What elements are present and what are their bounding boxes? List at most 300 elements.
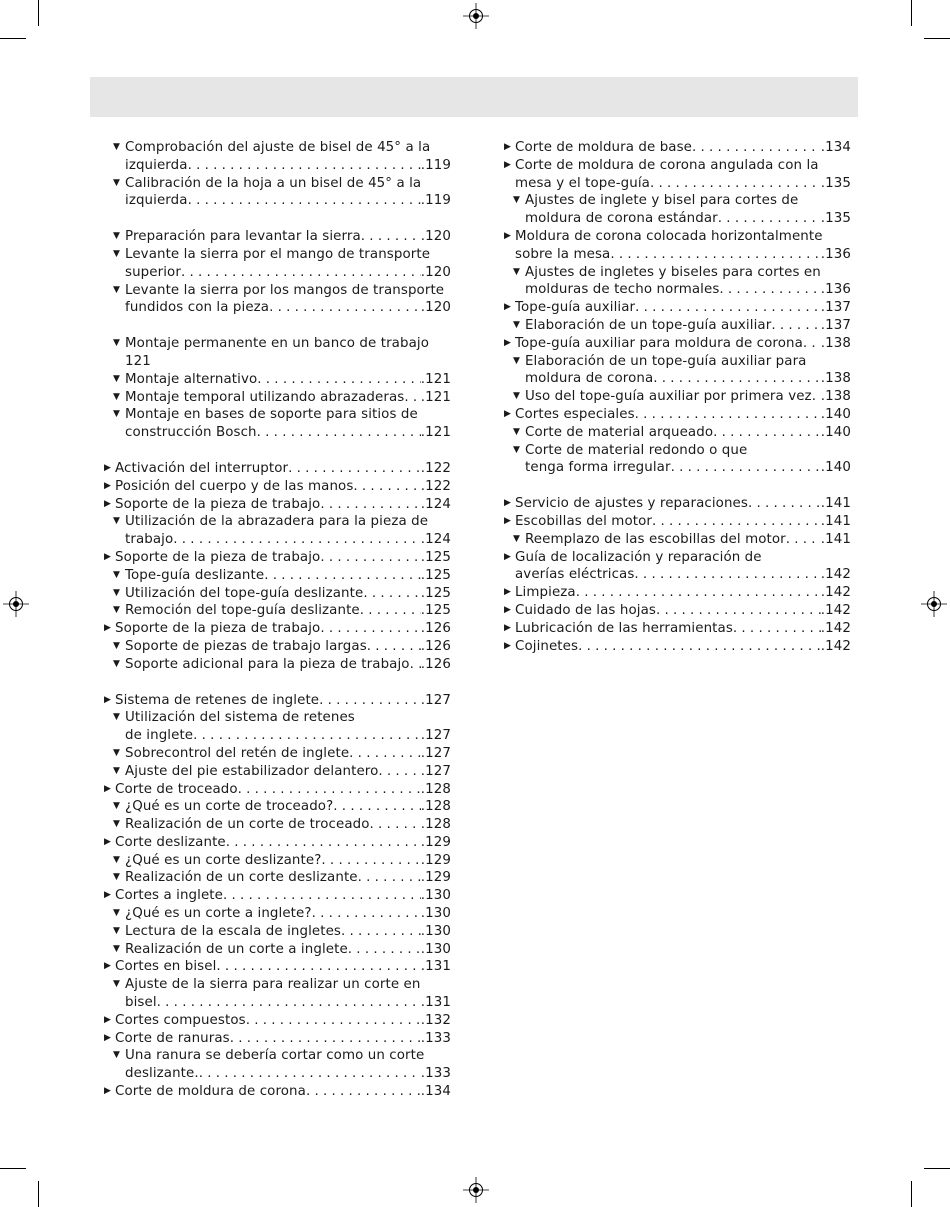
toc-entry[interactable] (503, 513, 851, 531)
dot-leader (653, 370, 821, 388)
toc-entry[interactable] (103, 139, 451, 175)
toc-entry-title: ¿Qué es un corte a inglete? (125, 906, 312, 922)
toc-entry-title: Tope-guía deslizante (125, 567, 265, 583)
page-number: .127 (420, 692, 451, 708)
toc-entry-title: Uso del tope-guía auxiliar por primera vez (525, 389, 812, 405)
toc-entry[interactable] (103, 781, 451, 799)
dot-leader (349, 745, 421, 763)
dot-leader (635, 406, 821, 424)
toc-entry[interactable] (103, 869, 451, 887)
dot-leader (786, 531, 821, 549)
toc-entry[interactable] (503, 299, 851, 317)
toc-entry-title: izquierda (125, 193, 188, 209)
toc-entry[interactable] (503, 531, 851, 549)
triangle-right-icon: ▶ (104, 694, 112, 705)
crop-mark (0, 1168, 26, 1169)
toc-entry-title: Lubricación de las herramientas (515, 620, 733, 636)
dot-leader (306, 1083, 421, 1101)
toc-entry-title: Soporte de piezas de trabajo largas (125, 638, 367, 654)
triangle-down-icon: ▼ (113, 587, 121, 598)
toc-entry-title: Corte deslizante (115, 834, 226, 850)
page-number: .127 (420, 728, 451, 744)
dot-leader (320, 620, 420, 638)
toc-entry[interactable] (103, 692, 451, 710)
triangle-down-icon: ▼ (113, 819, 121, 830)
toc-entry[interactable] (103, 1030, 451, 1048)
triangle-right-icon: ▶ (504, 515, 512, 526)
dot-leader (319, 692, 421, 710)
toc-entry-title: fundidos con la pieza (125, 300, 270, 316)
page-number: .126 (420, 621, 451, 637)
page-number: .122 (420, 478, 451, 494)
triangle-right-icon: ▶ (504, 337, 512, 348)
toc-entry[interactable] (103, 389, 451, 407)
dot-leader (576, 584, 821, 602)
dot-leader (410, 656, 421, 674)
toc-entry-title: Soporte adicional para la pieza de trabajo (125, 656, 410, 672)
triangle-down-icon: ▼ (113, 248, 121, 259)
toc-entry-title: sobre la mesa (515, 246, 611, 262)
toc-entry[interactable] (103, 175, 451, 211)
toc-entry[interactable] (103, 1083, 451, 1101)
toc-entry-title: Sistema de retenes de inglete (115, 692, 320, 708)
toc-entry-title: molduras de techo normales (525, 282, 720, 298)
toc-entry[interactable] (103, 567, 451, 585)
dot-leader (341, 923, 421, 941)
triangle-right-icon: ▶ (504, 622, 512, 633)
toc-entry[interactable] (103, 923, 451, 941)
toc-entry-title: Cortes a inglete (115, 888, 223, 904)
page-number: .142 (820, 585, 851, 601)
toc-entry[interactable] (503, 388, 851, 406)
page-number: .138 (820, 335, 851, 351)
toc-entry[interactable] (103, 763, 451, 781)
toc-entry-title-line: Levante la sierra por el mango de transporte (125, 246, 431, 262)
dot-leader (358, 869, 421, 887)
toc-entry[interactable] (103, 1047, 451, 1083)
dot-leader (378, 763, 420, 781)
toc-entry[interactable] (503, 317, 851, 335)
dot-leader (157, 994, 421, 1012)
toc-entry[interactable] (103, 798, 451, 816)
toc-entry[interactable] (503, 424, 851, 442)
page-number: .125 (420, 549, 451, 565)
toc-entry-title: Corte de material arqueado (525, 424, 714, 440)
dot-leader (671, 459, 821, 477)
toc-entry[interactable] (103, 887, 451, 905)
triangle-right-icon: ▶ (104, 1014, 112, 1025)
page-number: .134 (820, 140, 851, 155)
page-number: .136 (820, 246, 851, 262)
page-number: .141 (820, 531, 851, 547)
toc-entry[interactable] (103, 834, 451, 852)
page-number: .126 (420, 656, 451, 672)
registration-mark-right-icon (921, 591, 947, 617)
toc-entry-title: Ajuste del pie estabilizador delantero (125, 763, 379, 779)
toc-entry[interactable] (103, 709, 451, 745)
dot-leader (264, 567, 421, 585)
triangle-right-icon: ▶ (504, 142, 512, 152)
dot-leader (733, 620, 821, 638)
triangle-down-icon: ▼ (113, 569, 121, 580)
toc-entry-title-line: Corte de moldura de corona angulada con la (515, 157, 819, 173)
triangle-right-icon: ▶ (104, 783, 112, 794)
toc-entry-title: Utilización del tope-guía deslizante (125, 585, 364, 601)
toc-entry[interactable] (503, 139, 851, 157)
toc-entry-title: Cortes especiales (515, 406, 635, 422)
dot-leader (188, 157, 421, 175)
toc-entry[interactable] (103, 941, 451, 959)
triangle-down-icon: ▼ (113, 284, 121, 295)
toc-entry-title: Cuidado de las hojas (515, 602, 656, 618)
triangle-down-icon: ▼ (113, 943, 121, 954)
triangle-right-icon: ▶ (104, 1086, 112, 1097)
toc-entry-title-line: Montaje permanente en un banco de trabajo (125, 336, 430, 352)
toc-entry[interactable] (103, 406, 451, 442)
dot-leader (353, 478, 420, 496)
page-number: .129 (420, 834, 451, 850)
triangle-down-icon: ▼ (113, 658, 121, 669)
page-number: .119 (420, 157, 451, 173)
section-gap (503, 477, 851, 495)
dot-leader (199, 1065, 421, 1083)
toc-entry[interactable] (503, 495, 851, 513)
toc-entry[interactable] (103, 745, 451, 763)
triangle-right-icon: ▶ (504, 551, 512, 562)
toc-entry[interactable] (103, 816, 451, 834)
triangle-right-icon: ▶ (104, 462, 112, 473)
page-number: .140 (820, 406, 851, 422)
triangle-down-icon: ▼ (113, 854, 121, 865)
dot-leader (320, 549, 420, 567)
dot-leader (320, 496, 420, 514)
toc-entry-title: Reemplazo de las escobillas del motor (525, 531, 786, 547)
page-number: .137 (820, 317, 851, 333)
dot-leader (748, 495, 821, 513)
page-number: .125 (420, 585, 451, 601)
triangle-down-icon: ▼ (113, 1050, 121, 1061)
page-number: .120 (420, 300, 451, 316)
toc-entry[interactable] (503, 406, 851, 424)
triangle-down-icon: ▼ (513, 444, 521, 455)
dot-leader (223, 887, 421, 905)
page-number: .133 (420, 1066, 451, 1082)
triangle-down-icon: ▼ (113, 391, 121, 402)
page-number: .128 (420, 799, 451, 815)
toc-entry-title: 121 (125, 353, 151, 369)
triangle-down-icon: ▼ (513, 266, 521, 277)
dot-leader (718, 210, 821, 228)
toc-entry-title: Soporte de la pieza de trabajo (115, 549, 321, 565)
page-number: .127 (420, 745, 451, 761)
toc-entry-title-line: Ajustes de ingletes y biseles para cortes en (525, 264, 821, 280)
dot-leader (321, 852, 420, 870)
toc-entry[interactable] (103, 905, 451, 923)
toc-entry-title: izquierda (125, 157, 188, 173)
toc-column-left (103, 139, 451, 1101)
toc-entry-title-line: Una ranura se debería cortar como un corte (125, 1048, 425, 1064)
toc-entry[interactable] (503, 584, 851, 602)
toc-entry[interactable] (103, 513, 451, 549)
page-number: .128 (420, 781, 451, 797)
dot-leader (692, 139, 821, 157)
toc-entry[interactable] (103, 496, 451, 514)
dot-leader (610, 246, 820, 264)
triangle-down-icon: ▼ (113, 908, 121, 919)
toc-entry[interactable] (503, 228, 851, 264)
toc-entry[interactable] (103, 638, 451, 656)
page-number: .121 (420, 425, 451, 441)
toc-entry-title-line: Guía de localización y reparación de (515, 549, 762, 565)
toc-entry-title: Soporte de la pieza de trabajo (115, 621, 321, 637)
triangle-down-icon: ▼ (513, 391, 521, 402)
toc-entry-title: moldura de corona (525, 371, 654, 387)
toc-entry-title: trabajo (125, 532, 174, 548)
toc-entry-title: Cortes en bisel (115, 959, 217, 975)
page-number: .138 (820, 389, 851, 405)
page-number: .142 (820, 567, 851, 583)
page-number: .141 (820, 513, 851, 529)
toc-entry[interactable] (103, 852, 451, 870)
page-number: .142 (820, 602, 851, 618)
page-number: .134 (420, 1084, 451, 1100)
page-number: .121 (420, 371, 451, 387)
toc-entry-title: Lectura de la escala de ingletes (125, 923, 341, 939)
toc-entry-title: Corte de moldura de corona (115, 1084, 306, 1100)
toc-entry[interactable] (503, 638, 851, 656)
triangle-down-icon: ▼ (513, 355, 521, 366)
page-number: .140 (820, 424, 851, 440)
toc-entry-title-line: Comprobación del ajuste de bisel de 45° a la (125, 140, 431, 155)
page-number: .133 (420, 1030, 451, 1046)
dot-leader (803, 335, 821, 353)
toc-entry-title: Corte de moldura de base (515, 140, 693, 155)
page-number: .130 (420, 906, 451, 922)
toc-entry-title-line: Elaboración de un tope-guía auxiliar para (525, 353, 807, 369)
toc-entry-title: Preparación para levantar la sierra (125, 229, 361, 245)
toc-entry[interactable] (503, 157, 851, 193)
toc-entry[interactable] (503, 602, 851, 620)
toc-entry-title: Posición del cuerpo y de las manos (115, 478, 354, 494)
dot-leader (269, 299, 421, 317)
toc-entry-title-line: Moldura de corona colocada horizontalmente (515, 228, 823, 244)
dot-leader (230, 1030, 421, 1048)
page-number: .130 (420, 888, 451, 904)
crop-mark (911, 0, 912, 26)
dot-leader (812, 388, 821, 406)
toc-entry[interactable] (103, 620, 451, 638)
toc-entry-title-line: Ajustes de inglete y bisel para cortes de (525, 193, 799, 209)
dot-leader (650, 175, 821, 193)
triangle-down-icon: ▼ (513, 319, 521, 330)
page-number: .142 (820, 638, 851, 654)
section-gap (103, 317, 451, 335)
crop-mark (924, 38, 950, 39)
page-number: .129 (420, 870, 451, 886)
triangle-right-icon: ▶ (504, 587, 512, 598)
toc-entry[interactable] (503, 620, 851, 638)
toc-entry[interactable] (503, 549, 851, 585)
dot-leader (361, 228, 421, 246)
toc-entry[interactable] (503, 192, 851, 228)
triangle-down-icon: ▼ (113, 338, 121, 349)
triangle-down-icon: ▼ (113, 516, 121, 527)
toc-entry-title: averías eléctricas (515, 567, 635, 583)
toc-entry-title-line: Utilización de la abrazadera para la pieza de (125, 514, 429, 530)
section-gap (103, 210, 451, 228)
dot-leader (288, 460, 421, 478)
toc-entry-title-line: Ajuste de la sierra para realizar un corte en (125, 977, 421, 993)
toc-entry-title: Cortes compuestos (115, 1012, 246, 1028)
dot-leader (719, 281, 820, 299)
dot-leader (238, 781, 421, 799)
triangle-down-icon: ▼ (513, 533, 521, 544)
toc-entry-title: bisel (125, 995, 157, 1011)
dot-leader (360, 602, 421, 620)
dot-leader (635, 299, 821, 317)
toc-entry-title: construcción Bosch (125, 425, 257, 441)
triangle-down-icon: ▼ (513, 195, 521, 206)
triangle-down-icon: ▼ (113, 979, 121, 990)
toc-entry-title: mesa y el tope-guía (515, 175, 650, 191)
toc-entry[interactable] (103, 371, 451, 389)
toc-entry-title: moldura de corona estándar (525, 211, 718, 227)
toc-entry-title: ¿Qué es un corte de troceado? (125, 799, 334, 815)
page-number: .124 (420, 532, 451, 548)
section-gap (103, 674, 451, 692)
triangle-down-icon: ▼ (113, 373, 121, 384)
page-number: .132 (420, 1012, 451, 1028)
toc-entry-title: Realización de un corte de troceado (125, 817, 370, 833)
page-number: .120 (420, 229, 451, 245)
crop-mark (924, 1168, 950, 1169)
toc-entry-title: deslizante. (125, 1066, 199, 1082)
toc-entry[interactable] (103, 656, 451, 674)
toc-entry-title-line: Calibración de la hoja a un bisel de 45° a la (125, 175, 422, 191)
toc-entry-title: Tope-guía auxiliar para moldura de corona (515, 335, 803, 351)
toc-entry-title: Montaje temporal utilizando abrazaderas (125, 389, 405, 405)
page-number: .130 (420, 923, 451, 939)
page-number: .141 (820, 496, 851, 512)
triangle-right-icon: ▶ (104, 498, 112, 509)
triangle-right-icon: ▶ (104, 836, 112, 847)
triangle-down-icon: ▼ (113, 231, 121, 242)
toc-entry-title: Limpieza (515, 585, 576, 601)
toc-entry[interactable] (103, 478, 451, 496)
dot-leader (656, 602, 821, 620)
toc-entry-title: Cojinetes (515, 638, 579, 654)
dot-leader (363, 585, 420, 603)
toc-entry[interactable] (103, 246, 451, 282)
triangle-down-icon: ▼ (113, 177, 121, 188)
triangle-down-icon: ▼ (113, 605, 121, 616)
toc-entry[interactable] (503, 442, 851, 478)
dot-leader (246, 1012, 421, 1030)
triangle-right-icon: ▶ (104, 961, 112, 972)
toc-entry[interactable] (103, 228, 451, 246)
dot-leader (173, 531, 421, 549)
toc-entry-title: Remoción del tope-guía deslizante (125, 603, 360, 619)
toc-entry[interactable] (503, 264, 851, 300)
registration-mark-bottom-icon (463, 1177, 489, 1203)
toc-entry-title: Corte de ranuras (115, 1030, 230, 1046)
toc-entry[interactable] (503, 335, 851, 353)
toc-entry[interactable] (103, 335, 451, 371)
toc-entry-title: Realización de un corte a inglete (125, 941, 348, 957)
triangle-right-icon: ▶ (104, 890, 112, 901)
crop-mark (911, 1181, 912, 1207)
toc-entry-title: Activación del interruptor (115, 460, 289, 476)
toc-entry[interactable] (503, 353, 851, 389)
toc-entry-title: tenga forma irregular (525, 460, 671, 476)
triangle-down-icon: ▼ (113, 640, 121, 651)
page-number: .140 (820, 460, 851, 476)
page-number: .137 (820, 300, 851, 316)
triangle-right-icon: ▶ (504, 408, 512, 419)
toc-entry-title: Elaboración de un tope-guía auxiliar (525, 317, 772, 333)
page-number: .138 (820, 371, 851, 387)
crop-mark (0, 38, 26, 39)
crop-mark (38, 1181, 39, 1207)
toc-entry[interactable] (103, 958, 451, 976)
triangle-down-icon: ▼ (113, 801, 121, 812)
page-number: .135 (820, 211, 851, 227)
toc-entry-title-line: Montaje en bases de soporte para sitios de (125, 407, 418, 423)
page-number: .125 (420, 603, 451, 619)
toc-entry[interactable] (103, 460, 451, 478)
page-number: .121 (420, 389, 451, 405)
dot-leader (367, 638, 421, 656)
toc-entry-title: Escobillas del motor (515, 513, 652, 529)
toc-entry-title-line: Levante la sierra por los mangos de transporte (125, 282, 445, 298)
triangle-down-icon: ▼ (113, 712, 121, 723)
registration-mark-top-icon (463, 3, 489, 29)
toc-entry[interactable] (103, 282, 451, 318)
triangle-right-icon: ▶ (104, 551, 112, 562)
toc-entry-title: Realización de un corte deslizante (125, 870, 358, 886)
dot-leader (404, 389, 420, 407)
triangle-down-icon: ▼ (513, 426, 521, 437)
toc-entry-title: superior (125, 264, 181, 280)
toc-entry-title: Tope-guía auxiliar (515, 300, 636, 316)
toc-entry-title: Servicio de ajustes y reparaciones (515, 496, 748, 512)
toc-entry-title: Montaje alternativo (125, 371, 258, 387)
dot-leader (370, 816, 421, 834)
toc-entry[interactable] (103, 585, 451, 603)
section-gap (103, 442, 451, 460)
triangle-down-icon: ▼ (113, 765, 121, 776)
toc-entry[interactable] (103, 549, 451, 567)
toc-entry[interactable] (103, 602, 451, 620)
dot-leader (771, 317, 820, 335)
toc-entry-title: Sobrecontrol del retén de inglete (125, 745, 350, 761)
toc-entry-title: de inglete (125, 728, 194, 744)
dot-leader (578, 638, 821, 656)
triangle-down-icon: ▼ (113, 409, 121, 420)
triangle-down-icon: ▼ (113, 872, 121, 883)
page-number: .122 (420, 460, 451, 476)
dot-leader (193, 727, 421, 745)
toc-entry[interactable] (103, 976, 451, 1012)
toc-entry[interactable] (103, 1012, 451, 1030)
triangle-right-icon: ▶ (104, 623, 112, 634)
dot-leader (188, 192, 421, 210)
toc-entry-title: Soporte de la pieza de trabajo (115, 496, 321, 512)
dot-leader (312, 905, 421, 923)
page-number: .131 (420, 959, 451, 975)
triangle-down-icon: ▼ (113, 747, 121, 758)
page-number: .128 (420, 817, 451, 833)
